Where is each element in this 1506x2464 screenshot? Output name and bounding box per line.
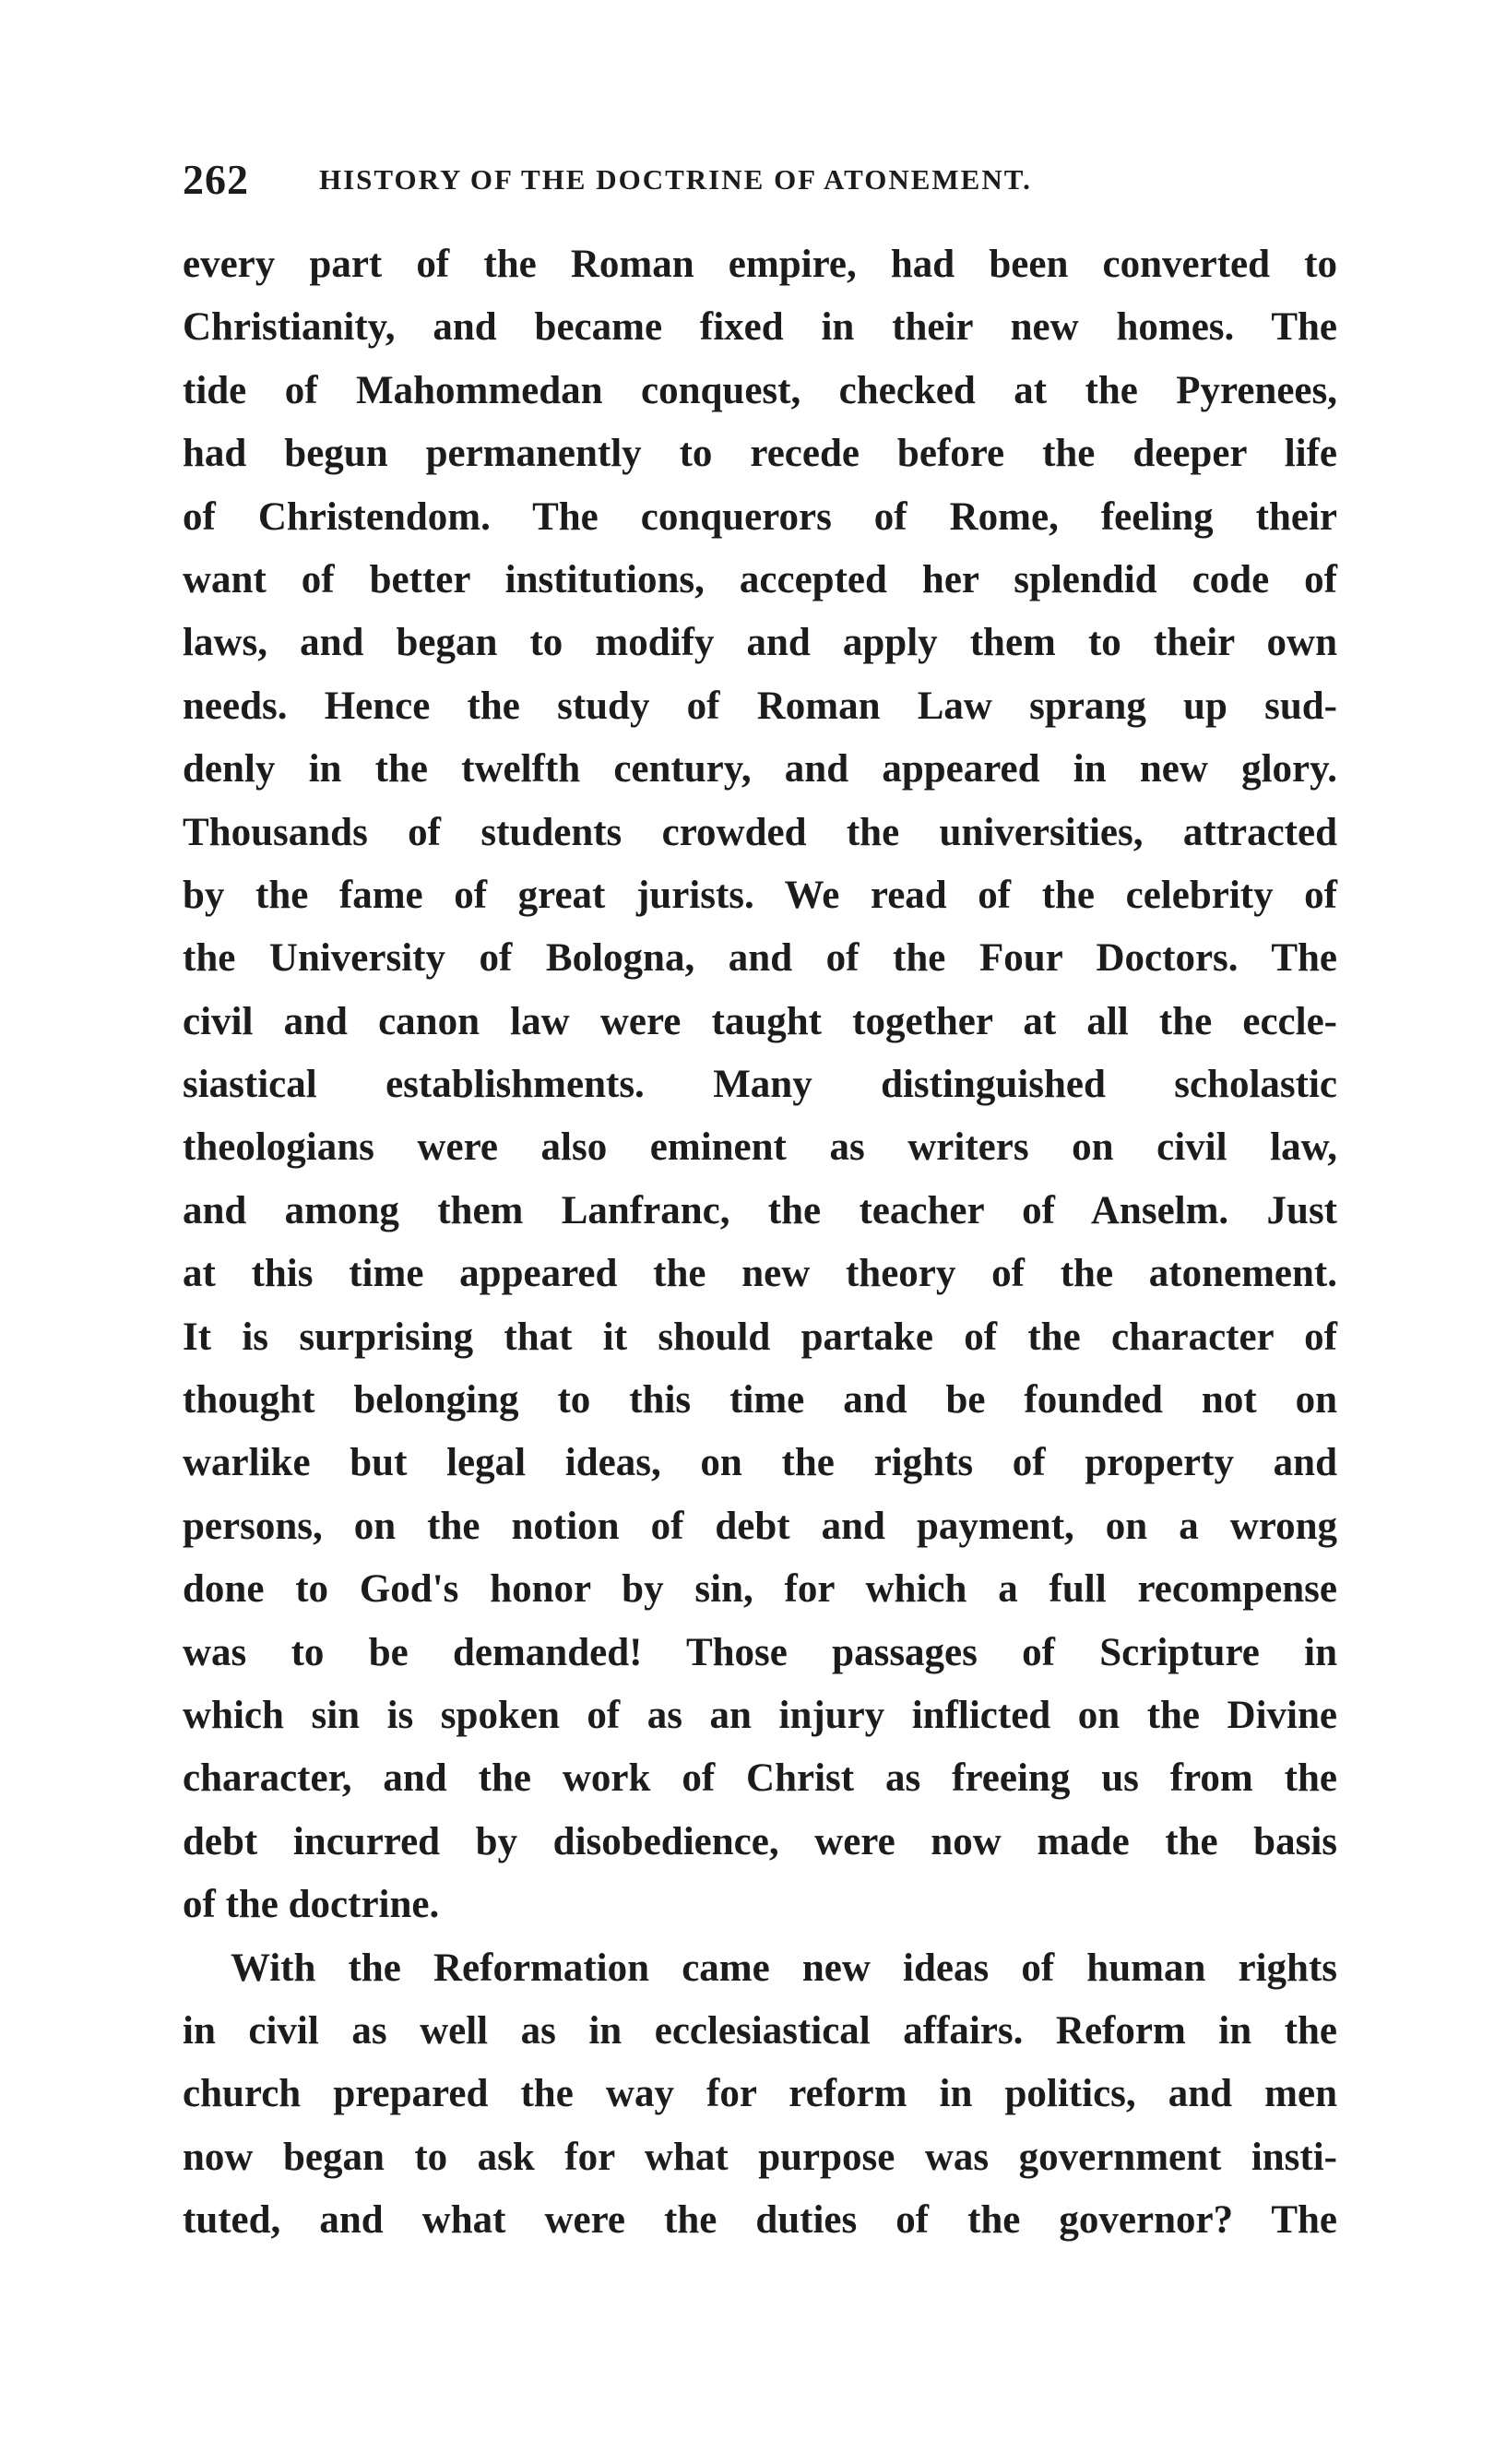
- text-line: tuted, and what were the duties of the governor? The: [183, 2198, 1337, 2243]
- text-line: by the fame of great jurists. We read of the celebrity of: [183, 873, 1337, 917]
- text-line: every part of the Roman empire, had been converted to: [183, 243, 1337, 286]
- text-line: of the doctrine.: [183, 1883, 440, 1927]
- text-line: thought belonging to this time and be founded not on: [183, 1378, 1337, 1422]
- text-line: was to be demanded! Those passages of Scripture in: [183, 1630, 1337, 1674]
- text-line: at this time appeared the new theory of the atonement.: [183, 1252, 1337, 1296]
- text-line: siastical establishments. Many distinguished scholastic: [183, 1063, 1337, 1107]
- text-line: of Christendom. The conquerors of Rome, feeling their: [183, 494, 1337, 539]
- text-line: It is surprising that it should partake of the character of: [183, 1315, 1337, 1359]
- text-line: now began to ask for what purpose was government insti-: [183, 2135, 1337, 2179]
- text-line: With the Reformation came new ideas of human rights: [231, 1946, 1337, 1990]
- text-line: denly in the twelfth century, and appeared in new glory.: [183, 747, 1337, 792]
- running-title: HISTORY OF THE DOCTRINE OF ATONEMENT.: [319, 163, 1032, 196]
- text-line: which sin is spoken of as an injury inflicted on the Divine: [183, 1693, 1337, 1737]
- paragraph-2: [183, 1937, 1337, 2253]
- text-line: and among them Lanfranc, the teacher of Anselm. Just: [183, 1188, 1337, 1232]
- text-line: had begun permanently to recede before the deeper life: [183, 432, 1337, 476]
- text-line: tide of Mahommedan conquest, checked at the Pyrenees,: [183, 368, 1337, 412]
- text-line: theologians were also eminent as writers on civil law,: [183, 1125, 1337, 1170]
- text-line: Thousands of students crowded the universities, attracted: [183, 810, 1337, 854]
- paragraph-1: [183, 233, 1337, 1937]
- text-line: in civil as well as in ecclesiastical affairs. Reform in the: [183, 2008, 1337, 2053]
- text-line: want of better institutions, accepted her splendid code of: [183, 557, 1337, 601]
- running-head: [183, 155, 1335, 207]
- text-line: Christianity, and became fixed in their new homes. The: [183, 305, 1337, 350]
- text-line: character, and the work of Christ as freeing us from the: [183, 1756, 1337, 1801]
- text-line: warlike but legal ideas, on the rights of property and: [183, 1441, 1337, 1485]
- page-number: 262: [183, 156, 249, 203]
- text-line: laws, and began to modify and apply them to their own: [183, 621, 1337, 665]
- text-line: persons, on the notion of debt and payment, on a wrong: [183, 1504, 1337, 1548]
- body-text: [183, 233, 1337, 2253]
- text-line: debt incurred by disobedience, were now made the basis: [183, 1819, 1337, 1863]
- text-line: church prepared the way for reform in politics, and men: [183, 2072, 1337, 2116]
- text-line: done to God's honor by sin, for which a full recompense: [183, 1567, 1337, 1612]
- text-line: the University of Bologna, and of the Four Doctors. The: [183, 936, 1337, 981]
- text-line: civil and canon law were taught together at all the eccle-: [183, 999, 1337, 1043]
- text-line: needs. Hence the study of Roman Law sprang up sud-: [183, 684, 1337, 728]
